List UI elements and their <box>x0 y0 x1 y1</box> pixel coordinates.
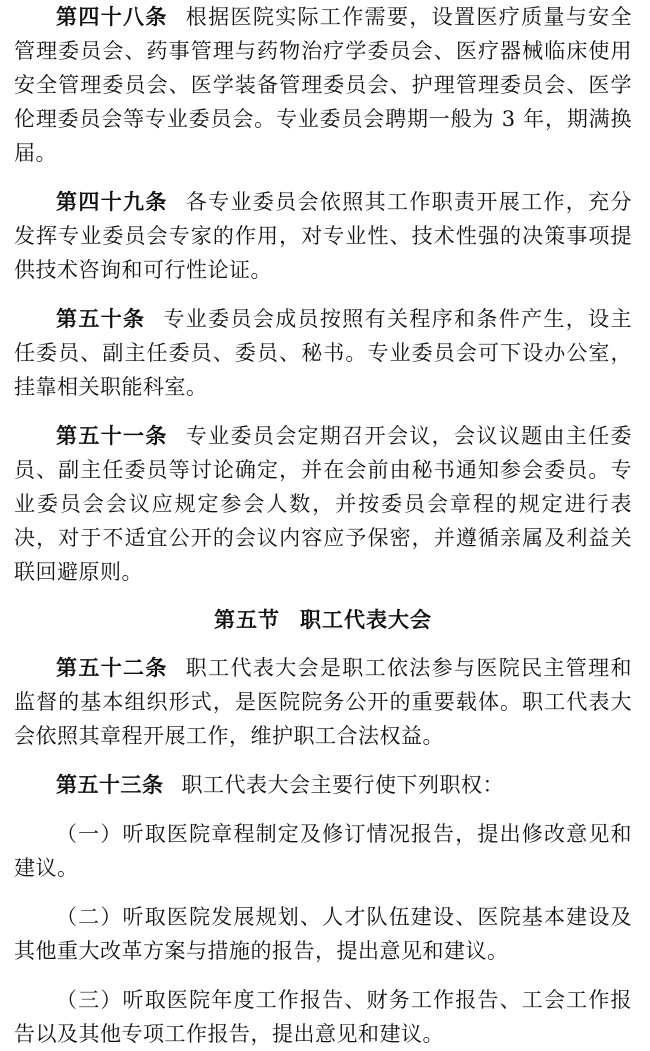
article-number: 第四十八条 <box>56 4 168 29</box>
article-text: 各专业委员会依照其工作职责开展工作，充分发挥专业委员会专家的作用，对专业性、技术性强的决策事项提供技术咨询和可行性论证。 <box>14 190 633 282</box>
list-item: （三）听取医院年度工作报告、财务工作报告、工会工作报告以及其他专项工作报告，提出意见和建议。 <box>14 988 632 1046</box>
section-title: 职工代表大会 <box>300 608 432 632</box>
article-text: 专业委员会定期召开会议，会议议题由主任委员、副主任委员等讨论确定，并在会前由秘书通知参会委员。专业委员会会议应规定参会人数，并按委员会章程的规定进行表决，对于不适宜公开的会议内容应予保密，并遵循亲属及利益关联回避原则。 <box>14 424 633 584</box>
article-53 <box>14 768 632 802</box>
article-text: 根据医院实际工作需要，设置医疗质量与安全管理委员会、药事管理与药物治疗学委员会、医疗器械临床使用安全管理委员会、医学装备管理委员会、护理管理委员会、医学伦理委员会等专业委员会。专业委员会聘期一般为 3 年，期满换届。 <box>14 5 633 165</box>
article-number: 第五十条 <box>56 306 146 331</box>
article-52 <box>14 651 632 753</box>
list-item: （二）听取医院发展规划、人才队伍建设、医院基本建设及其他重大改革方案与措施的报告，提出意见和建议。 <box>14 905 632 963</box>
article-48 <box>14 0 632 170</box>
article-50 <box>14 302 632 404</box>
section-heading <box>14 603 632 637</box>
article-number: 第五十二条 <box>56 655 168 680</box>
section-number: 第五节 <box>214 608 280 632</box>
article-number: 第五十三条 <box>56 772 164 797</box>
list-item: （一）听取医院章程制定及修订情况报告，提出修改意见和建议。 <box>14 822 632 880</box>
article-number: 第五十一条 <box>56 423 168 448</box>
article-text: 职工代表大会主要行使下列职权： <box>181 773 504 797</box>
article-51 <box>14 419 632 589</box>
article-49 <box>14 185 632 287</box>
article-text: 专业委员会成员按照有关程序和条件产生，设主任委员、副主任委员、委员、秘书。专业委员会可下设办公室，挂靠相关职能科室。 <box>14 307 633 399</box>
article-number: 第四十九条 <box>56 189 168 214</box>
article-text: 职工代表大会是职工依法参与医院民主管理和监督的基本组织形式，是医院院务公开的重要载体。职工代表大会依照其章程开展工作，维护职工合法权益。 <box>14 656 633 748</box>
